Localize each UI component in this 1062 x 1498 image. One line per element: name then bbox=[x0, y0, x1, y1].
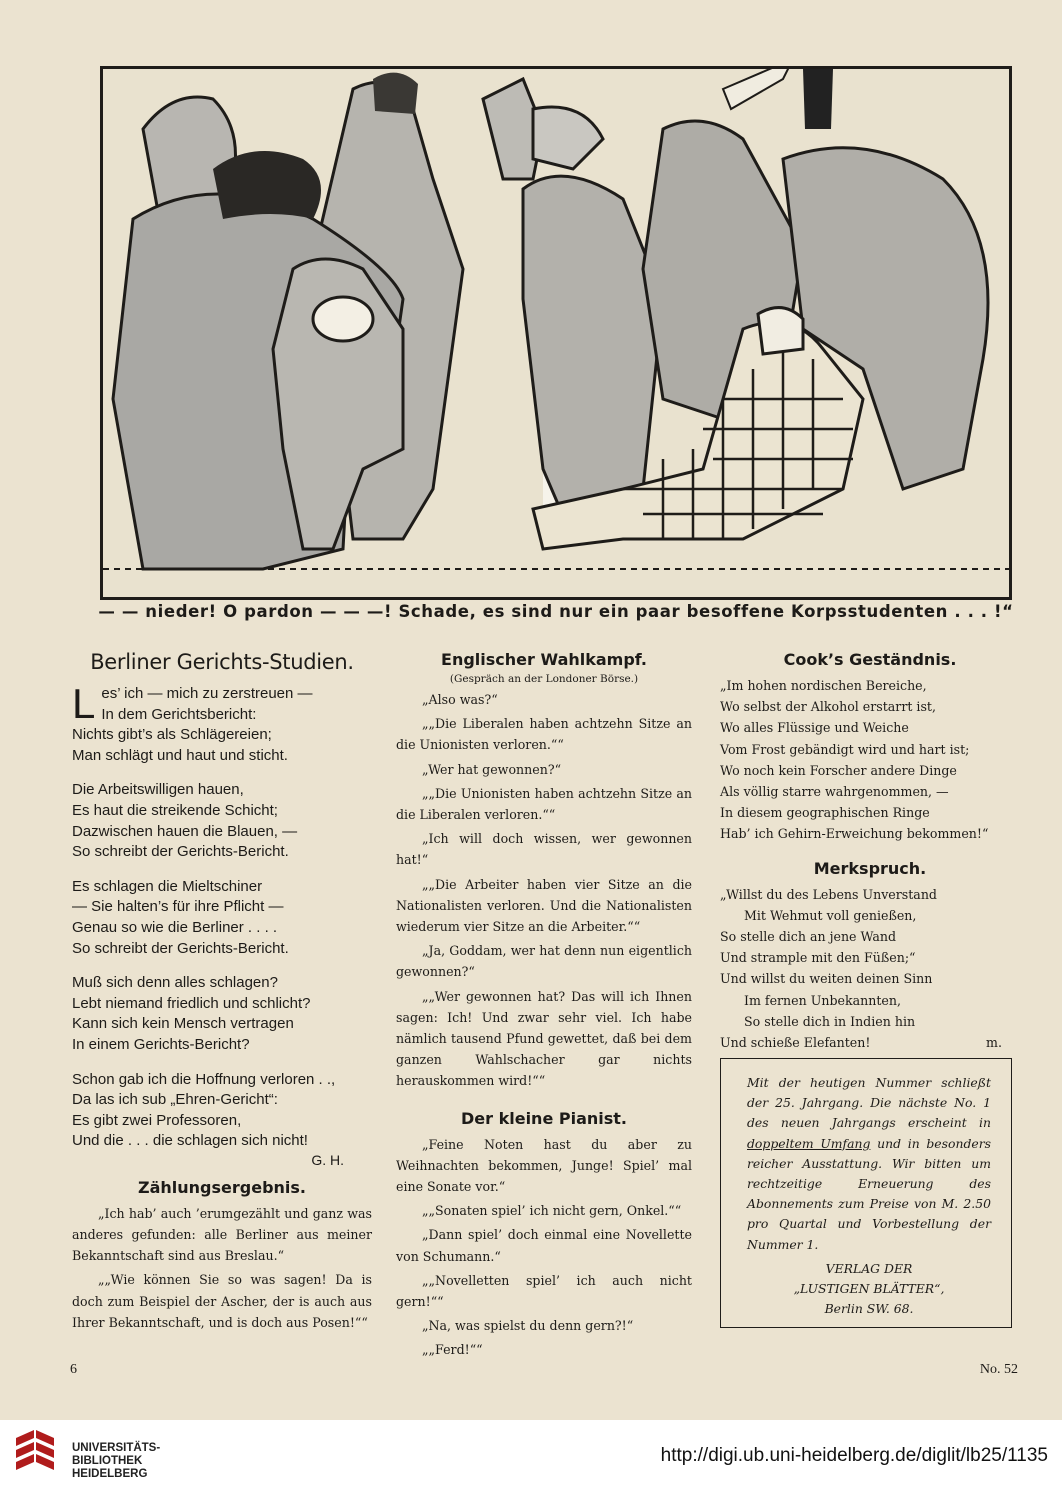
notice-emphasis: doppeltem Umfang bbox=[747, 1135, 871, 1151]
poem-cooks-gestaendnis bbox=[720, 675, 1020, 845]
paragraph: „„Wer gewonnen hat? Das will ich Ihnen sagen: Ich! Und zwar sehr viel. Ich habe nämlich tausend Pfund gewettet, daß bei dem ganzen Wahlschacher gar nichts herauskommen wird!““ bbox=[396, 988, 692, 1089]
article-body-zaehlungsergebnis bbox=[72, 1203, 372, 1333]
article-title-merkspruch: Merkspruch. bbox=[813, 858, 927, 878]
subscription-notice bbox=[720, 1058, 1012, 1328]
source-url-link[interactable]: http://digi.ub.uni-heidelberg.de/diglit/lb25/1135 bbox=[660, 1445, 1048, 1466]
poem-line: Es haut die streikende Schicht; bbox=[72, 801, 278, 819]
poem-line: „Willst du des Lebens Unverstand bbox=[720, 886, 937, 902]
article-title-gerichts-studien: Berliner Gerichts-Studien. bbox=[90, 650, 354, 674]
poem-line: Und die . . . die schlagen sich nicht! bbox=[72, 1132, 308, 1150]
poem-last-line bbox=[720, 1032, 1020, 1053]
drop-cap: L bbox=[72, 680, 96, 727]
poem-gerichts-studien bbox=[72, 680, 372, 1152]
page-number: 6 bbox=[70, 1362, 77, 1377]
stanza bbox=[72, 1070, 372, 1152]
paragraph: „„Die Arbeiter haben vier Sitze an die Nationalisten verloren. Und die Nationalisten wiederum vier Sitze an die Arbeiter.““ bbox=[396, 876, 692, 935]
paragraph: „„Ferd!““ bbox=[422, 1342, 483, 1358]
poem-line: „Im hohen nordischen Bereiche, bbox=[720, 678, 927, 693]
cartoon-drawing bbox=[103, 69, 1009, 597]
article-title-pianist: Der kleine Pianist. bbox=[461, 1108, 627, 1128]
stanza bbox=[72, 973, 372, 1055]
poem-line: Vom Frost gebändigt wird und hart ist; bbox=[720, 741, 970, 757]
notice-text: und in besonders reicher Ausstattung. Wir bitten um rechtzeitige Erneuerung des Abonnements zum Preise von M. 2.50 pro Quartal und Vorbestellung der Nummer 1. bbox=[747, 1135, 991, 1252]
paragraph: „Ja, Goddam, wer hat denn nun eigentlich gewonnen?“ bbox=[396, 943, 692, 980]
poem-line: Im fernen Unbekannten, bbox=[744, 992, 901, 1008]
paragraph: „„Die Unionisten haben achtzehn Sitze an die Liberalen verloren.““ bbox=[396, 785, 692, 823]
poem-line: Lebt niemand friedlich und schlicht? bbox=[72, 994, 311, 1012]
poem-line: — Sie halten’s für ihre Pflicht — bbox=[72, 898, 284, 916]
poem-line: Mit Wehmut voll genießen, bbox=[744, 907, 917, 923]
paragraph: „„Wie können Sie so was sagen! Da is doch zum Beispiel der Ascher, der is auch aus Ihrer Bekanntschaft, und is doch aus Posen!““ bbox=[72, 1272, 372, 1330]
cartoon-illustration bbox=[100, 66, 1012, 600]
poem-line: Und strample mit den Füßen;“ bbox=[720, 950, 916, 966]
poem-line: Dazwischen hauen die Blauen, — bbox=[72, 822, 298, 840]
paragraph: „Dann spiel’ doch einmal eine Novellette von Schumann.“ bbox=[396, 1227, 692, 1264]
poem-line: Kann sich kein Mensch vertragen bbox=[72, 1015, 294, 1033]
publisher-line: VERLAG DER bbox=[825, 1260, 913, 1276]
library-name-line: HEIDELBERG bbox=[72, 1468, 148, 1480]
publisher-line: „LUSTIGEN BLÄTTER“, bbox=[793, 1281, 945, 1297]
library-seal-icon bbox=[12, 1428, 58, 1482]
poem-line: So schreibt der Gerichts-Bericht. bbox=[72, 843, 289, 861]
article-title-zaehlungsergebnis: Zählungsergebnis. bbox=[137, 1177, 306, 1197]
column-right bbox=[720, 650, 1020, 1053]
poem-line: Als völlig starre wahrgenommen, — bbox=[720, 784, 949, 800]
paragraph: „„Novelletten spiel’ ich auch nicht gern!““ bbox=[396, 1272, 692, 1310]
poem-line: Es schlagen die Mieltschiner bbox=[72, 877, 263, 895]
poem-line: Genau so wie die Berliner . . . . bbox=[72, 918, 278, 936]
poem-line: Und schieße Elefanten! bbox=[720, 1035, 871, 1051]
poem-line: Es gibt zwei Professoren, bbox=[72, 1111, 242, 1129]
paragraph: „„Die Liberalen haben achtzehn Sitze an die Unionisten verloren.““ bbox=[396, 716, 692, 753]
paragraph: „Feine Noten hast du aber zu Weihnachten bekommen, Junge! Spiel’ mal eine Sonate vor.“ bbox=[396, 1136, 692, 1195]
paragraph: „Also was?“ bbox=[422, 692, 498, 707]
poem-line: Muß sich denn alles schlagen? bbox=[72, 974, 278, 992]
poem-line: Wo alles Flüssige und Weiche bbox=[720, 720, 909, 736]
publisher-line: Berlin SW. 68. bbox=[824, 1301, 914, 1317]
poem-merkspruch bbox=[720, 884, 1020, 1054]
poem-line: So stelle dich an jene Wand bbox=[720, 929, 897, 945]
article-body-pianist bbox=[396, 1134, 692, 1361]
library-name bbox=[72, 1442, 160, 1481]
paragraph: „„Sonaten spiel’ ich nicht gern, Onkel.““ bbox=[422, 1203, 682, 1219]
author-signature: m. bbox=[986, 1035, 1002, 1051]
poem-line: In einem Gerichts-Bericht? bbox=[72, 1035, 250, 1053]
poem-line: Wo selbst der Alkohol erstarrt ist, bbox=[720, 699, 936, 715]
article-title-wahlkampf: Englischer Wahlkampf. bbox=[441, 650, 647, 669]
poem-line: Da las ich sub „Ehren-Gericht“: bbox=[72, 1091, 278, 1109]
paragraph: „Wer hat gewonnen?“ bbox=[422, 761, 562, 777]
paragraph: „Ich will doch wissen, wer gewonnen hat!“ bbox=[396, 831, 692, 868]
paragraph: „Na, was spielst du denn gern?!“ bbox=[422, 1318, 634, 1334]
cartoon-caption: — — nieder! O pardon — — —! Schade, es sind nur ein paar besoffene Korpsstudenten . . . !“ bbox=[98, 602, 1014, 621]
poem-line: In dem Gerichtsbericht: bbox=[101, 705, 257, 723]
paragraph: „Ich hab’ auch ’erumgezählt und ganz was anderes gefunden: alle Berliner aus meiner Bekanntschaft sind aus Breslau.“ bbox=[72, 1205, 372, 1264]
stanza bbox=[72, 780, 372, 862]
author-signature: G. H. bbox=[311, 1151, 344, 1168]
poem-line: Man schlägt und haut und sticht. bbox=[72, 746, 288, 764]
issue-number: No. 52 bbox=[979, 1362, 1018, 1377]
stanza bbox=[72, 680, 372, 766]
library-logo bbox=[12, 1428, 161, 1488]
library-name-line: UNIVERSITÄTS- bbox=[72, 1442, 161, 1454]
poem-line: Wo noch kein Forscher andere Dinge bbox=[720, 762, 957, 778]
column-left bbox=[72, 650, 372, 1336]
stanza bbox=[72, 877, 372, 959]
poem-line: es’ ich — mich zu zerstreuen — bbox=[101, 685, 313, 702]
column-middle bbox=[396, 650, 692, 1364]
library-footer bbox=[0, 1420, 1062, 1498]
poem-line: So stelle dich in Indien hin bbox=[744, 1013, 916, 1029]
poem-line: In diesem geographischen Ringe bbox=[720, 805, 930, 821]
poem-line: So schreibt der Gerichts-Bericht. bbox=[72, 939, 289, 957]
article-title-cooks-gestaendnis: Cook’s Geständnis. bbox=[783, 650, 957, 669]
article-body-wahlkampf bbox=[396, 689, 692, 1092]
notice-text: Mit der heutigen Nummer schließt der 25. Jahrgang. Die nächste No. 1 des neuen Jahrgangs erscheint in bbox=[747, 1075, 991, 1131]
poem-line: Schon gab ich die Hoffnung verloren . ., bbox=[72, 1070, 336, 1088]
poem-line: Nichts gibt’s als Schlägereien; bbox=[72, 726, 272, 744]
poem-line: Hab’ ich Gehirn-Erweichung bekommen!“ bbox=[720, 826, 989, 842]
poem-line: Und willst du weiten deinen Sinn bbox=[720, 971, 933, 987]
poem-line: Die Arbeitswilligen hauen, bbox=[72, 781, 244, 799]
library-name-line: BIBLIOTHEK bbox=[72, 1455, 143, 1467]
article-subtitle: (Gespräch an der Londoner Börse.) bbox=[449, 673, 639, 685]
